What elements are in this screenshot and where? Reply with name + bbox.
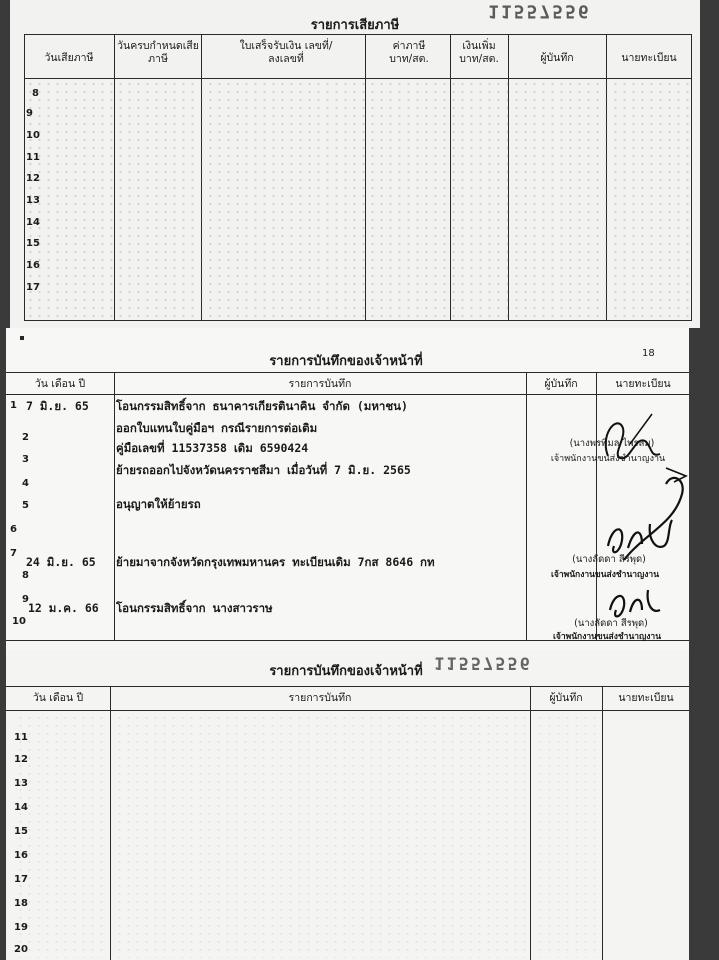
recorder-position: เจ้าพนักงานขนส่งชำนาญงาน (550, 454, 666, 464)
row-number: 16 (14, 850, 28, 861)
officer-record-sheet-continued (6, 650, 689, 960)
row-number: 11 (14, 732, 28, 743)
row-number: 12 (26, 173, 40, 184)
row-number: 3 (22, 454, 29, 465)
row-number: 18 (14, 898, 28, 909)
row-number: 12 (14, 754, 28, 765)
officer-record-sheet (6, 328, 689, 650)
row-number: 10 (12, 616, 26, 627)
entry-line: อนุญาตให้ย้ายรถ (116, 497, 201, 511)
header-tax-date: วันเสียภาษี (44, 52, 94, 64)
serial-number-mirrored: 11557556 (488, 0, 591, 22)
recorder-position: เจ้าพนักงานขนส่งชำนาญงาน (552, 632, 661, 642)
page-number: 18 (642, 348, 655, 359)
header-record: รายการบันทึก (288, 692, 352, 704)
header-recorder: ผู้บันทึก (544, 378, 578, 390)
entry-line: ออกใบแทนใบคู่มือฯ กรณีรายการต่อเติม (116, 421, 318, 435)
header-registrar: นายทะเบียน (621, 52, 677, 64)
header-recorder: ผู้บันทึก (540, 52, 574, 64)
header-registrar: นายทะเบียน (618, 692, 674, 704)
header-recorder: ผู้บันทึก (549, 692, 583, 704)
row-number: 19 (14, 922, 28, 933)
entry-date: 24 มิ.ย. 65 (26, 555, 96, 569)
entry-date: 12 ม.ค. 66 (28, 601, 99, 615)
row-number: 11 (26, 152, 40, 163)
signature-3-icon (602, 580, 672, 624)
record-section-title: รายการบันทึกของเจ้าหน้าที่ (269, 354, 423, 369)
row-number: 16 (26, 260, 40, 271)
row-number: 1 (10, 400, 17, 411)
entry-line: ย้ายรถออกไปจังหวัดนครราชสีมา เมื่อวันที่ 7 มิ.ย. 2565 (116, 463, 411, 477)
row-number: 5 (22, 500, 29, 511)
row-number: 14 (14, 802, 28, 813)
header-date: วัน เดือน ปี (32, 692, 84, 704)
row-number: 6 (10, 524, 17, 535)
serial-number-mirrored: 11557556 (434, 652, 532, 673)
entry-line: คู่มือเลขที่ 11537358 เดิม 6590424 (116, 441, 309, 455)
row-number: 20 (14, 944, 28, 955)
row-number: 2 (22, 432, 29, 443)
entry-line: โอนกรรมสิทธิ์จาก ธนาคารเกียรตินาคิน จำกัด (มหาชน) (116, 399, 408, 413)
security-watermark-pattern (26, 80, 690, 318)
row-number: 10 (26, 130, 40, 141)
recorder-name: (นางพรพิมล ไพรสม) (569, 438, 655, 449)
row-number: 13 (14, 778, 28, 789)
row-number: 17 (14, 874, 28, 885)
header-surcharge: เงินเพิ่ม บาท/สต. (459, 40, 499, 65)
tax-record-sheet (10, 0, 700, 328)
recorder-name: (นางลัดดา สีรพุด) (572, 554, 646, 565)
recorder-position: เจ้าพนักงานขนส่งชำนาญงาน (550, 570, 659, 580)
row-number: 8 (22, 570, 29, 581)
header-due-date: วันครบกำหนดเสียภาษี (117, 40, 199, 65)
row-number: 7 (10, 548, 17, 559)
header-tax-amount: ค่าภาษี บาท/สต. (389, 40, 429, 65)
recorder-name: (นางลัดดา สีรพุด) (574, 618, 648, 629)
row-number: 15 (14, 826, 28, 837)
row-number: 14 (26, 217, 40, 228)
security-watermark-pattern (16, 714, 526, 958)
row-number: 4 (22, 478, 29, 489)
header-receipt-number: ใบเสร็จรับเงิน เลขที่/ลงเลขที่ (239, 40, 333, 65)
entry-line: ย้ายมาจากจังหวัดกรุงเทพมหานคร ทะเบียนเดิม 7กส 8646 กท (116, 555, 435, 569)
record-section-title: รายการบันทึกของเจ้าหน้าที่ (269, 664, 423, 679)
header-date: วัน เดือน ปี (34, 378, 86, 390)
row-number: 15 (26, 238, 40, 249)
entry-date: 7 มิ.ย. 65 (26, 399, 89, 413)
entry-line: โอนกรรมสิทธิ์จาก นางสาวราษ (116, 601, 273, 615)
security-watermark-pattern (536, 714, 596, 958)
row-number: 8 (32, 88, 39, 99)
signature-2-icon (598, 506, 678, 566)
row-number: 17 (26, 282, 40, 293)
tax-section-title: รายการเสียภาษี (310, 18, 400, 33)
row-number: 13 (26, 195, 40, 206)
ink-dot (20, 336, 24, 340)
row-number: 9 (22, 594, 29, 605)
header-record: รายการบันทึก (288, 378, 352, 390)
row-number: 9 (26, 108, 33, 119)
signature-1-icon (590, 406, 670, 466)
header-registrar: นายทะเบียน (615, 378, 671, 390)
